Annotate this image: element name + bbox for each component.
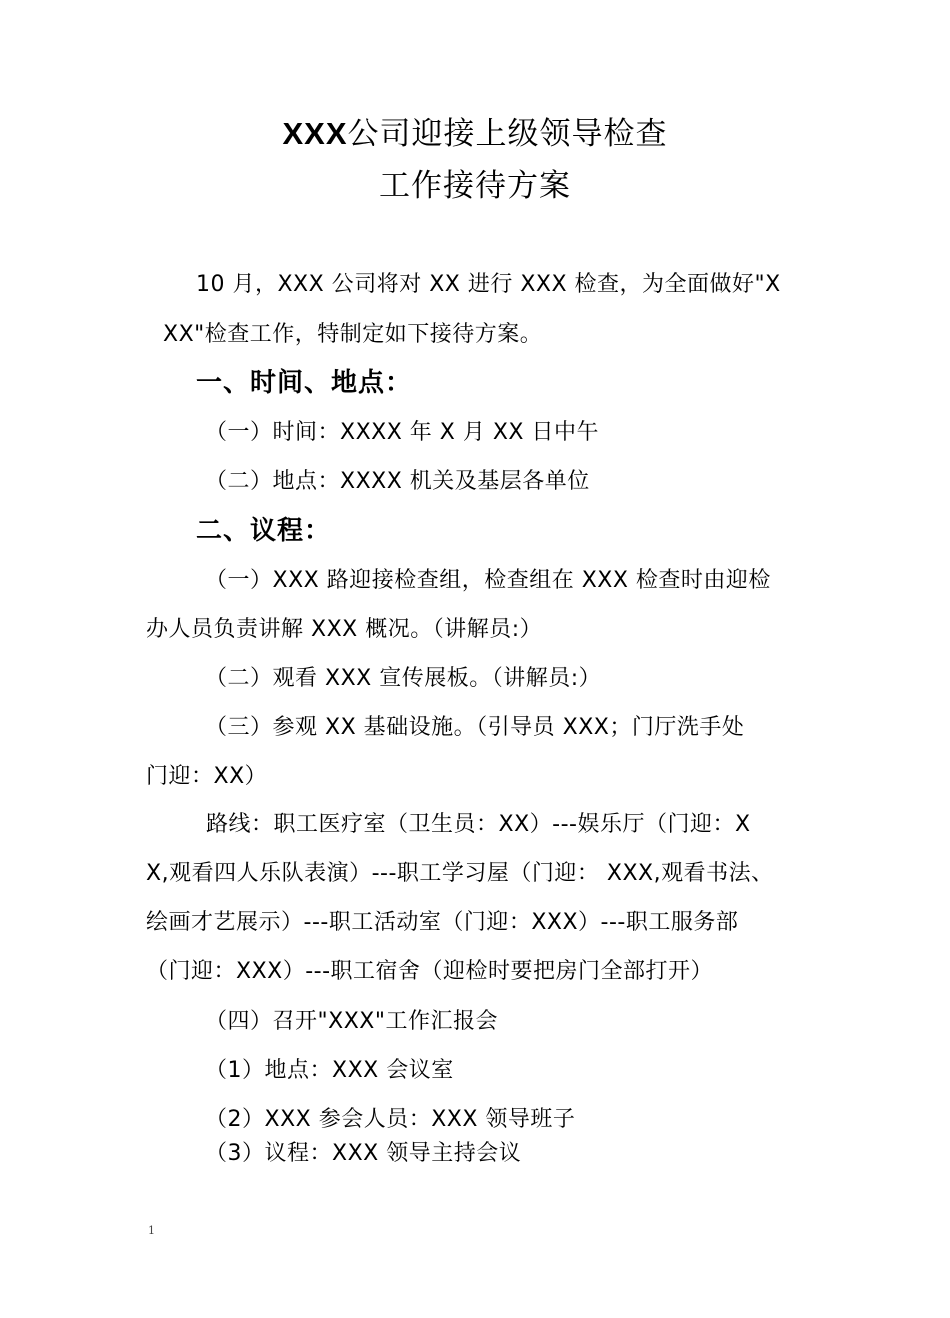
title-line-1-text: 公司迎接上级领导检查 [347, 116, 668, 152]
meeting-attendees-item: （2）XXX 参会人员：XXX 领导班子 [205, 1107, 576, 1132]
page-number: 1 [148, 1224, 155, 1237]
agenda-item-3-line-1: （三）参观 XX 基础设施。（引导员 XXX；门厅洗手处 [205, 715, 745, 740]
intro-paragraph-line-1: 10 月，XXX 公司将对 XX 进行 XXX 检查，为全面做好"X [196, 272, 781, 297]
section-heading-agenda: 二、议程： [196, 516, 332, 546]
route-line-4: （门迎：XXX）---职工宿舍（迎检时要把房门全部打开） [146, 959, 714, 984]
intro-paragraph-line-2: XX"检查工作，特制定如下接待方案。 [163, 322, 543, 347]
place-item: （二）地点：XXXX 机关及基层各单位 [205, 469, 590, 494]
time-item: （一）时间：XXXX 年 X 月 XX 日中午 [205, 420, 599, 445]
meeting-place-item: （1）地点：XXX 会议室 [205, 1058, 454, 1083]
document-title-line-2: 工作接待方案 [379, 168, 571, 204]
agenda-item-1-line-1: （一）XXX 路迎接检查组，检查组在 XXX 检查时由迎检 [205, 568, 771, 593]
agenda-item-3-line-2: 门迎：XX） [146, 764, 268, 789]
route-line-1: 路线：职工医疗室（卫生员：XX）---娱乐厅（门迎：X [206, 812, 751, 837]
agenda-item-2: （二）观看 XXX 宣传展板。（讲解员:） [205, 666, 602, 691]
agenda-item-4: （四）召开"XXX"工作汇报会 [205, 1009, 498, 1034]
route-line-2: X,观看四人乐队表演）---职工学习屋（门迎： XXX,观看书法、 [146, 861, 774, 886]
title-bold-prefix: XXX [282, 116, 348, 151]
meeting-agenda-item: （3）议程：XXX 领导主持会议 [205, 1141, 522, 1166]
section-heading-time-place: 一、时间、地点： [196, 368, 413, 398]
document-title-line-1 [0, 114, 950, 154]
agenda-item-1-line-2: 办人员负责讲解 XXX 概况。（讲解员:） [146, 617, 543, 642]
route-line-3: 绘画才艺展示）---职工活动室（门迎：XXX）---职工服务部 [146, 910, 739, 935]
